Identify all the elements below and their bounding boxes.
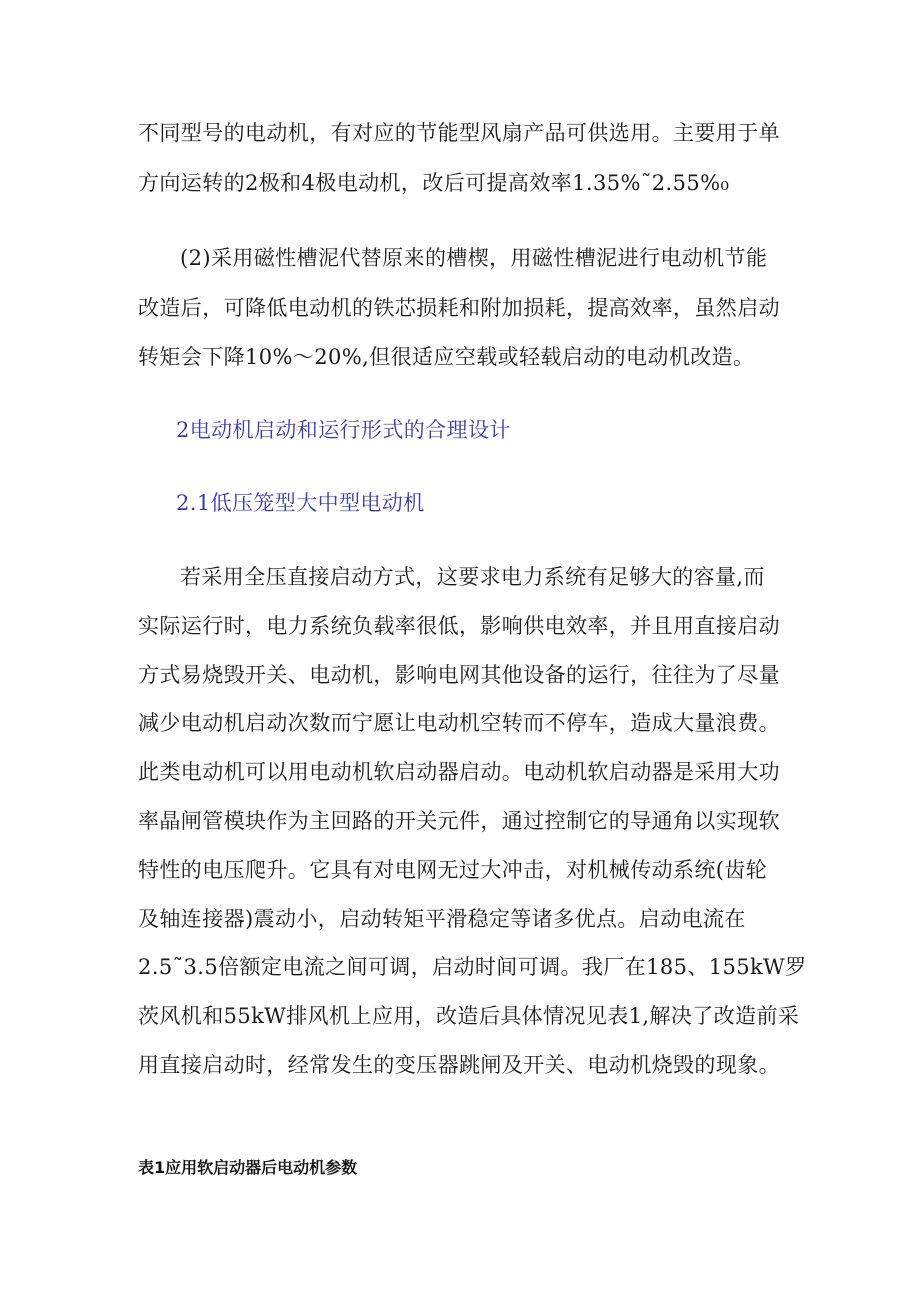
section-heading: 2电动机启动和运行形式的合理设计 <box>176 418 511 442</box>
paragraph-3-line-2: 实际运行时，电力系统负载率很低，影响供电效率，并且用直接启动 <box>138 614 780 638</box>
subsection-heading: 2.1低压笼型大中型电动机 <box>176 491 425 515</box>
paragraph-3-line-9: 2.5˜3.5倍额定电流之间可调，启动时间可调。我厂在185、155kW罗 <box>138 955 807 979</box>
paragraph-3-line-7: 特性的电压爬升。它具有对电网无过大冲击，对机械传动系统(齿轮 <box>138 858 768 882</box>
paragraph-3-line-3: 方式易烧毁开关、电动机，影响电网其他设备的运行，往往为了尽量 <box>138 663 780 687</box>
paragraph-1-line-2: 方向运转的2极和4极电动机，改后可提高效率1.35%˜2.55%₀ <box>138 171 730 195</box>
paragraph-1-line-1: 不同型号的电动机，有对应的节能型风扇产品可供选用。主要用于单 <box>138 121 780 145</box>
paragraph-3-line-5: 此类电动机可以用电动机软启动器启动。电动机软启动器是采用大功 <box>138 760 780 784</box>
paragraph-3-line-10: 茨风机和55kW排风机上应用，改造后具体情况见表1,解决了改造前采 <box>138 1004 800 1028</box>
paragraph-2-line-1: (2)采用磁性槽泥代替原来的槽楔，用磁性槽泥进行电动机节能 <box>180 246 768 270</box>
paragraph-2-line-3: 转矩会下降10%～20%,但很适应空载或轻载启动的电动机改造。 <box>138 345 755 369</box>
paragraph-2-line-2: 改造后，可降低电动机的铁芯损耗和附加损耗，提高效率，虽然启动 <box>138 296 780 320</box>
paragraph-3-line-11: 用直接启动时，经常发生的变压器跳闸及开关、电动机烧毁的现象。 <box>138 1053 780 1077</box>
paragraph-3-line-1: 若采用全压直接启动方式，这要求电力系统有足够大的容量,而 <box>180 565 765 589</box>
paragraph-3-line-8: 及轴连接器)震动小，启动转矩平滑稳定等诸多优点。启动电流在 <box>138 907 746 931</box>
paragraph-3-line-6: 率晶闸管模块作为主回路的开关元件，通过控制它的导通角以实现软 <box>138 809 780 833</box>
table-caption: 表1应用软启动器后电动机参数 <box>138 1158 358 1177</box>
paragraph-3-line-4: 减少电动机启动次数而宁愿让电动机空转而不停车，造成大量浪费。 <box>138 711 780 735</box>
